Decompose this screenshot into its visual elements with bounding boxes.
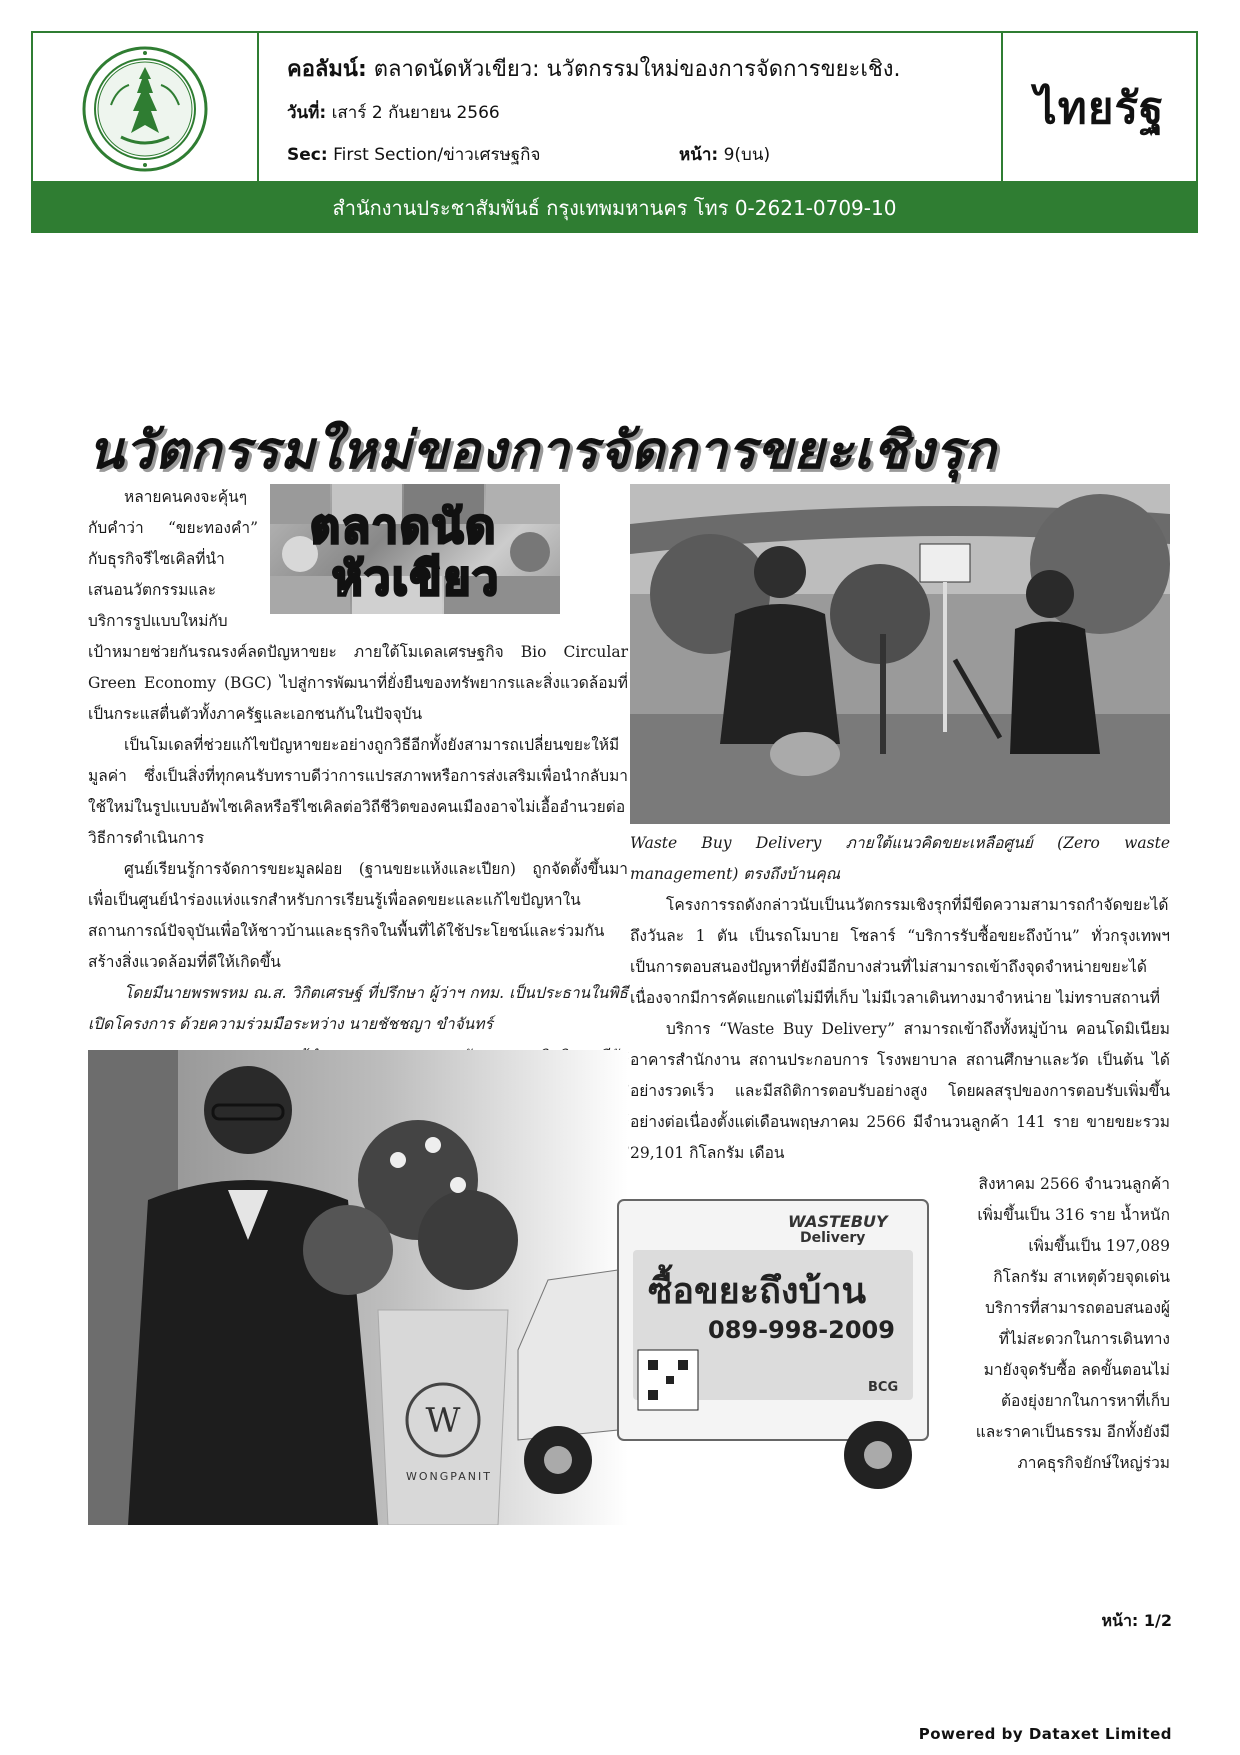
paragraph-6: บริการ “Waste Buy Delivery” สามารถเข้าถึงทั้งหมู่บ้าน คอนโดมิเนียม อาคารสำนักงาน สถานประกอบการ โรงพยาบาล สถานศึกษาและวัด เป็นต้น ได้อย่างรวดเร็ว และมีสถิติการตอบรับอย่างสูง โดยผลสรุปของการตอบรับเพิ่มขึ้นอย่างต่อเนื่องตั้งแต่เดือนพฤษภาคม 2566 มีจำนวนลูกค้า 141 ราย ขายขยะรวม 29,101 กิโลกรัม เดือน	[630, 1020, 1170, 1162]
paragraph-4a: โดยมีนายพรพรหม ณ.ส. วิกิตเศรษฐ์ ที่ปรึกษา ผู้ว่าฯ กทม. เป็นประธานในพิธีเปิดโครงการ ด้วยความร่วมมือระหว่าง นายชัชชญา ขำจันทร์	[88, 984, 628, 1033]
tree-planting-illustration	[630, 484, 1170, 824]
powered-by: Powered by Dataxet Limited	[918, 1725, 1172, 1743]
page-line	[679, 141, 770, 168]
publication-cell	[1003, 33, 1196, 181]
date-line	[287, 99, 500, 126]
column-label: คอลัมน์:	[287, 57, 367, 82]
paragraph-1b: เป้าหมายช่วยกันรณรงค์ลดปัญหาขยะ ภายใต้โมเดลเศรษฐกิจ Bio Circular Green Economy (BGC) ไปสู่การพัฒนาที่ยั่งยืนของทรัพยากรและสิ่งแวดล้อมที่เป็นกระแสตื่นตัวทั้งภาครัฐและเอกชนกันในปัจจุบัน	[88, 643, 628, 723]
bma-seal-cell	[33, 33, 259, 181]
publication-name: ไทยรัฐ	[1034, 83, 1165, 134]
bma-seal-icon	[81, 45, 209, 173]
truck-brand: WASTEBUY	[788, 1212, 888, 1231]
column-logo-line1: ตลาดนัด	[310, 499, 498, 553]
column-line	[287, 51, 901, 86]
paragraph-2: เป็นโมเดลที่ช่วยแก้ไขปัญหาขยะอย่างถูกวิธีอีกทั้งยังสามารถเปลี่ยนขยะให้มีมูลค่า ซึ่งเป็นสิ่งที่ทุกคนรับทราบดีว่าการแปรสภาพหรือการส่งเสริมเพื่อนำกลับมาใช้ใหม่ในรูปแบบอัพไซเคิลหรือรีไซเคิลต่อวิถีชีวิตของคนเมืองอาจไม่เอื้ออำนวยต่อวิธีการดำเนินการ	[88, 736, 628, 847]
page-label: หน้า:	[679, 145, 719, 165]
truck-brand-sub: Delivery	[800, 1230, 866, 1246]
article-intro-narrow	[88, 482, 258, 637]
truck-slogan: ซื้อขยะถึงบ้าน	[648, 1271, 867, 1312]
column-logo-line2: หัวเขียว	[332, 551, 501, 605]
truck-phone: 089-998-2009	[708, 1316, 895, 1344]
podium-brand: WONGPANIT	[406, 1470, 492, 1483]
date-value: เสาร์ 2 กันยายน 2566	[331, 103, 500, 123]
paragraph-3: ศูนย์เรียนรู้การจัดการขยะมูลฝอย (ฐานขยะแห้งและเปียก) ถูกจัดตั้งขึ้นมาเพื่อเป็นศูนย์นำร่องแห่งแรกสำหรับการเรียนรู้เพื่อลดขยะและแก้ไขปัญหาในสถานการณ์ปัจจุบันเพื่อให้ชาวบ้านและธุรกิจในพื้นที่ได้ใช้ประโยชน์และร่วมกันสร้างสิ่งแวดล้อมที่ดีให้เกิดขึ้น	[88, 860, 628, 971]
page-value: 9(บน)	[723, 145, 771, 165]
clipping-header	[31, 31, 1198, 183]
photo-caption	[630, 828, 1170, 890]
page-indicator: หน้า: 1/2	[1101, 1611, 1172, 1630]
article-column-left	[88, 637, 628, 1040]
paragraph-1a: หลายคนคงจะคุ้นๆ กับคำว่า “ขยะทองคำ” กับธุรกิจรีไซเคิลที่นำเสนอนวัตกรรมและบริการรูปแบบใหม่กับ	[88, 488, 258, 630]
column-value: ตลาดนัดหัวเขียว: นวัตกรรมใหม่ของการจัดการขยะเชิง.	[373, 57, 901, 82]
clipping-meta	[259, 33, 1003, 181]
truck-bcg-badge: BCG	[868, 1380, 899, 1395]
section-label: Sec:	[287, 145, 328, 165]
office-band: สำนักงานประชาสัมพันธ์ กรุงเทพมหานคร โทร 0-2621-0709-10	[31, 183, 1198, 233]
article-headline: นวัตกรรมใหม่ของการจัดการขยะเชิงรุก	[88, 421, 997, 481]
paragraph-7: สิงหาคม 2566 จำนวนลูกค้าเพิ่มขึ้นเป็น 316 ราย น้ำหนักเพิ่มขึ้นเป็น 197,089 กิโลกรัม สาเหตุด้วยจุดเด่นบริการที่สามารถตอบสนองผู้ที่ไม่สะดวกในการเดินทางมายังจุดรับซื้อ ลดขั้นตอนไม่ต้องยุ่งยากในการหาที่เก็บและราคาเป็นธรรม อีกทั้งยังมีภาคธุรกิจยักษ์ใหญ่ร่วม	[975, 1175, 1170, 1472]
caption-text: Waste Buy Delivery ภายใต้แนวคิดขยะเหลือศูนย์ (Zero waste management) ตรงถึงบ้านคุณ	[630, 834, 1170, 883]
tree-planting-photo	[630, 484, 1170, 824]
column-logo-image	[270, 484, 560, 614]
paragraph-5: โครงการรถดังกล่าวนับเป็นนวัตกรรมเชิงรุกที่มีขีดความสามารถกำจัดขยะได้ถึงวันละ 1 ตัน เป็นรถโมบาย โซลาร์ “บริการรับซื้อขยะถึงบ้าน” ทั่วกรุงเทพฯ เป็นการตอบสนองปัญหาที่ยังมีอีกบางส่วนที่ไม่สามารถเข้าถึงจุดจำหน่ายขยะได้ เนื่องจากมีการคัดแยกแต่ไม่มีที่เก็บ ไม่มีเวลาเดินทางมาจำหน่าย ไม่ทราบสถานที่	[630, 896, 1170, 1007]
section-line	[287, 141, 540, 168]
date-label: วันที่:	[287, 103, 327, 123]
article-column-right-narrow	[975, 1169, 1170, 1479]
event-photo	[88, 1050, 968, 1525]
svg-text:W: W	[425, 1401, 461, 1441]
section-value: First Section/ข่าวเศรษฐกิจ	[333, 145, 541, 165]
